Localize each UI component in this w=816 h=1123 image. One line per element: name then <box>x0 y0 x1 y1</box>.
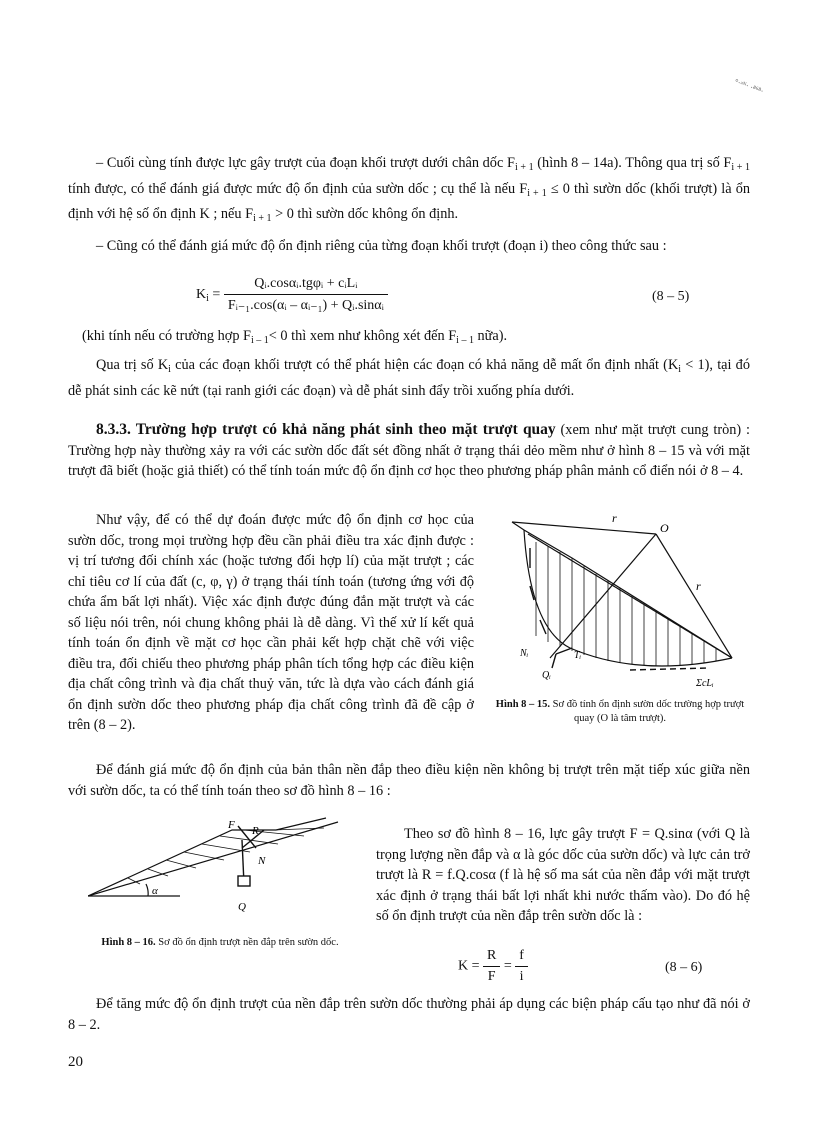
fig15-label-q: Qᵢ <box>542 670 551 681</box>
figure-8-16-caption: Hình 8 – 16. Sơ đồ ổn định trượt nền đắp trên sườn dốc. <box>101 937 339 948</box>
corner-mark: °·ᵃᴺ· ·⁸⁶⁸· <box>733 77 765 96</box>
figure-8-16 <box>88 800 348 928</box>
fig15-label-r-side: r <box>696 579 701 593</box>
fig15-hatching <box>536 542 716 666</box>
figure-8-15 <box>500 508 740 690</box>
fig15-radius-center <box>550 534 656 658</box>
fig16-slope-line <box>88 822 338 896</box>
fig15-radius-right <box>656 534 732 658</box>
fig15-radius-top <box>512 522 656 534</box>
page-number: 20 <box>68 1054 83 1070</box>
paragraph-6: Như vậy, để có thể dự đoán được mức độ ổn định cơ học của sườn dốc, trong mọi trường hợp đều cần phải điều tra xác định được : vị trí tương đối chính xác (hoặc tương đối hợp lí) của mặt trượt ; các chỉ tiêu cơ lí của đất (c, φ, γ) ở trạng thái tính toán (tương ứng với độ chứa ẩm bất lợi nhất). Việc xác định được đúng đắn mặt trượt và các số liệu nói trên, nói chung không phải là dễ dàng. Vì thế xử lí kết quả tính toán ổn định về mặt cơ học cần phải kết hợp chặt chẽ với việc điều tra, đối chiếu theo phương pháp phân tích tổng hợp các điều kiện địa chất công trình và địa chất thuỷ văn, tức là dựa vào cách đánh giá ổn định sườn dốc theo phương pháp địa chất công trình đã đề cập ở trên (8 – 2). <box>68 512 474 733</box>
fig15-label-r-top: r <box>612 511 617 525</box>
fig15-label-c: ΣcLᵢ <box>696 678 714 689</box>
equation-8-5-fraction: $\frac{\text{Qᵢ.cosαᵢ.tgφᵢ + cᵢLᵢ}}{\text{Fᵢ₋₁.cos(αᵢ – αᵢ₋₁) + Qᵢ.sinαᵢ}}$ <box>224 276 388 314</box>
paragraph-2: – Cũng có thể đánh giá mức độ ổn định riêng của từng đoạn khối trượt (đoạn i) theo công thức sau : <box>96 238 667 254</box>
fig15-label-n: Nᵢ <box>520 648 529 659</box>
fig15-label-o: O <box>660 521 669 535</box>
section-heading: 8.3.3. Trường hợp trượt có khả năng phát sinh theo mặt trượt quay <box>96 421 556 438</box>
figure-8-15-caption: Hình 8 – 15. Sơ đồ tính ổn định sườn dốc trường hợp trượt quay (O là tâm trượt). <box>495 699 745 724</box>
equation-8-6-number: (8 – 6) <box>665 960 703 975</box>
section-8-3-3: 8.3.3. Trường hợp trượt có khả năng phát sinh theo mặt trượt quay (xem như mặt trượt cung tròn) : Trường hợp này thường xảy ra với các sườn dốc đất sét đồng nhất ở trạng thái dẻo mềm như ở hình 8 – 15 và với mặt trượt đã biết (hoặc giả thiết) có thể tính toán mức độ ổn định cơ học theo phương pháp phân mảnh cổ điển nói ở 8 – 4. <box>68 421 751 479</box>
paragraph-9: Để tăng mức độ ổn định trượt của nền đắp trên sườn dốc thường phải áp dụng các biện pháp cấu tạo như đã nói ở 8 – 2. <box>68 996 750 1033</box>
fig16-label-a: α <box>152 885 158 897</box>
equation-8-5-number: (8 – 5) <box>652 289 690 304</box>
equation-8-6: K = $\frac{R}{F}$ = $\frac{f}{i}$ <box>458 948 528 985</box>
fig16-label-r: R <box>252 825 259 837</box>
paragraph-7-lead: Để đánh giá mức độ ổn định của bản thân nền đắp theo điều kiện nền không bị trượt trên mặt tiếp xúc giữa nền với sườn dốc, ta có thể tính toán theo sơ đồ hình 8 – 16 : <box>68 762 750 799</box>
fig16-label-f: F <box>228 819 235 831</box>
fig15-label-t: Tᵢ <box>574 650 582 661</box>
paragraph-3: (khi tính nếu có trường hợp $F_{i - 1}< 0$ thì xem như không xét đến $F_{i - 1}$ nữa). <box>82 328 508 346</box>
paragraph-4: Qua trị số $K_i$ của các đoạn khối trượt có thể phát hiện các đoạn có khả năng dễ mất ổn định nhất $(K_i < 1)$, tại đó dễ phát sinh các kẽ nứt (tại ranh giới các đoạn) và dễ phát sinh đẩy trồi xuống phía dưới. <box>68 357 750 399</box>
fig16-label-q: Q <box>238 901 246 913</box>
paragraph-8: Theo sơ đồ hình 8 – 16, lực gây trượt F = Q.sinα (với Q là trọng lượng nền đắp và α là góc dốc của sườn dốc) và lực cản trở trượt là R = f.Q.cosα (f là hệ số ma sát của nền đắp với mặt trượt xác định ở trạng thái bất lợi nhất khi nước thấm vào). Do đó hệ số ổn định trượt của nền đắp trên sườn dốc là : <box>376 826 750 924</box>
equation-8-5: $K_i$ = $\frac{\text{Qᵢ.cosαᵢ.tgφᵢ + cᵢLᵢ}}{\text{Fᵢ₋₁.cos(αᵢ – αᵢ₋₁) + Qᵢ.sinαᵢ}}$ <box>196 276 388 314</box>
paragraph-1: – Cuối cùng tính được lực gây trượt của đoạn khối trượt dưới chân dốc $F_{i + 1}$ (hình 8 – 14a). Thông qua trị số $F_{i + 1}$ tính được, có thể đánh giá được mức độ ổn định của sườn dốc ; cụ thể là nếu $F_{i + 1} \le 0$ thì sườn dốc (khối trượt) là ổn định với hệ số ổn định K ; nếu $F_{i + 1} > 0$ thì sườn dốc không ổn định. <box>68 155 751 224</box>
fig16-label-n: N <box>258 855 266 867</box>
